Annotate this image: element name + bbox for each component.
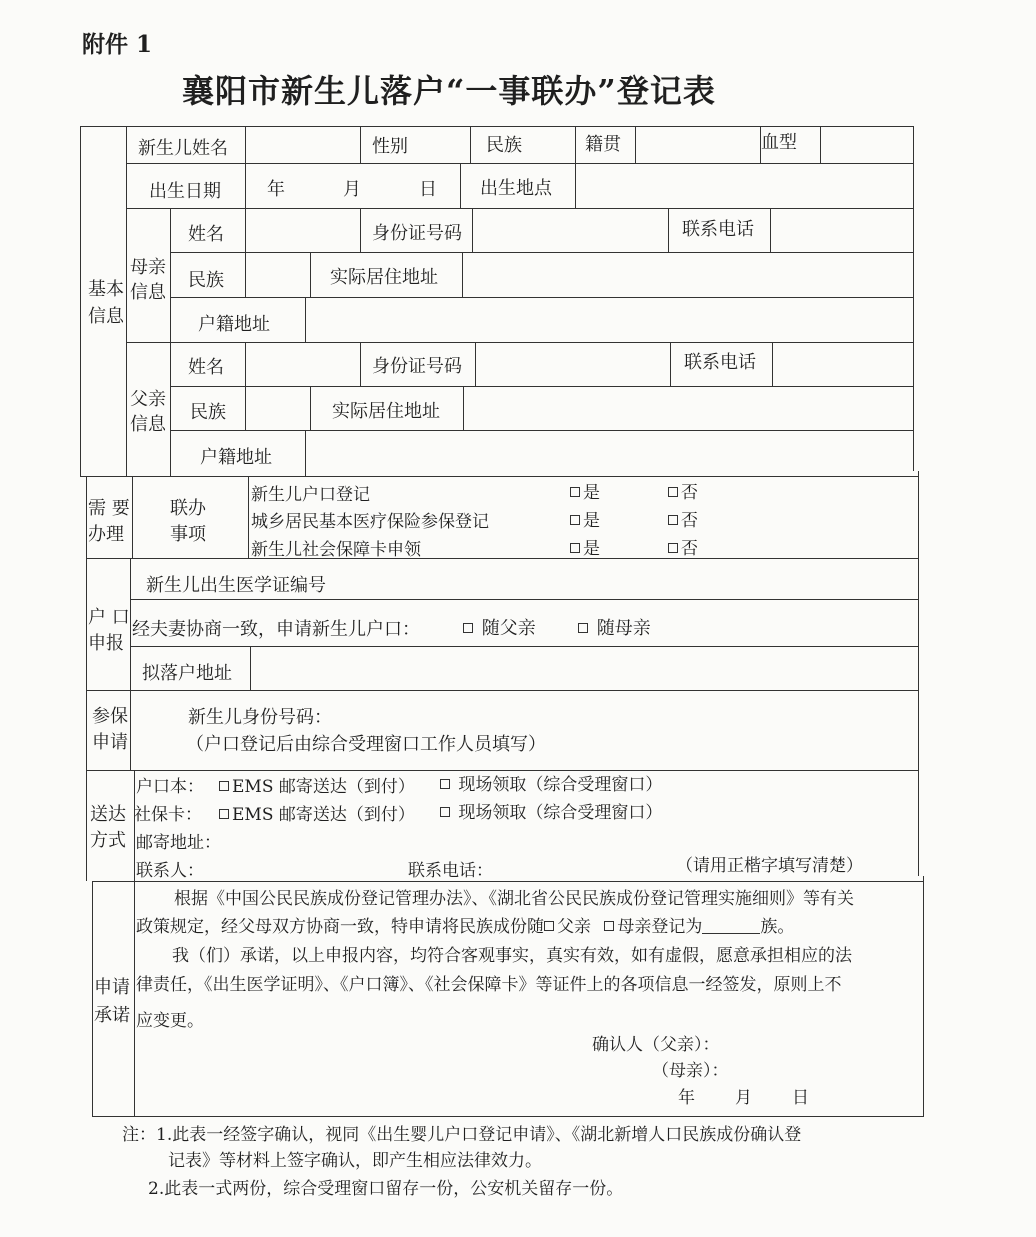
newborn-name-field[interactable] [247,128,358,162]
social-card-ems-checkbox[interactable]: EMS 邮寄送达（到付） [219,800,415,825]
father-id-field[interactable] [477,344,668,385]
mother-ethnicity-label: 民族 [188,270,224,291]
father-residence-field[interactable] [465,388,911,429]
mother-phone-label: 联系电话 [682,219,754,240]
father-id-label: 身份证号码 [372,356,462,377]
page-title: 襄阳市新生儿落户“一事联办”登记表 [182,72,716,110]
follow-father-checkbox[interactable]: 随父亲 [463,614,536,640]
insurance-section-label: 参保 申请 [92,706,128,753]
ethnicity-field[interactable] [537,128,573,162]
father-ethnicity-label: 民族 [190,402,226,423]
hukou-report-label: 户 口 申报 [88,607,130,654]
joint-items-label: 联办 事项 [170,498,206,545]
pledge-text-1: 根据《中国公民民族成份登记管理办法》、《湖北省公民民族成份登记管理实施细则》等有关 [174,889,854,909]
father-name-field[interactable] [247,344,358,385]
note-1-line-2: 记表》等材料上签字确认，即产生相应法律效力。 [168,1151,542,1171]
birth-day-unit: 日 [419,179,437,200]
hukou-book-ems-checkbox[interactable]: EMS 邮寄送达（到付） [219,772,415,797]
mother-hukou-label: 户籍地址 [198,314,270,335]
joint-item-1-no-checkbox[interactable]: 否 [668,478,698,503]
father-name-label: 姓名 [188,357,224,378]
mother-id-field[interactable] [474,210,666,251]
pledge-text-2: 政策规定，经父母双方协商一致，特申请将民族成份随 父亲 母亲登记为 族。 [136,917,795,937]
birth-cert-number-label: 新生儿出生医学证编号 [146,575,326,596]
joint-item-1-yes-checkbox[interactable]: 是 [570,478,600,503]
father-residence-label: 实际居住地址 [332,401,440,422]
birth-place-label: 出生地点 [480,178,552,199]
native-place-label: 籍贯 [585,134,621,155]
newborn-id-label: 新生儿身份号码： [188,707,332,728]
joint-item-2-no-checkbox[interactable]: 否 [668,506,698,531]
hukou-book-pickup-checkbox[interactable]: 现场领取（综合受理窗口） [440,770,662,795]
pledge-text-3: 我（们）承诺，以上申报内容，均符合客观事实，真实有效，如有虚假，愿意承担相应的法 [172,946,852,966]
attachment-label: 附件 1 [82,31,153,58]
blood-type-label: 血型 [761,132,797,153]
contact-person-label: 联系人： [136,861,204,881]
confirm-date: 年 月 日 [678,1088,809,1108]
pledge-section-label: 申请 承诺 [94,977,130,1026]
contact-phone-label: 联系电话： [408,861,493,881]
joint-item-2: 城乡居民基本医疗保险参保登记 [251,512,489,532]
mother-id-label: 身份证号码 [372,223,462,244]
confirm-mother-label: （母亲）： [652,1061,729,1081]
proposed-address-label: 拟落户地址 [142,663,232,684]
father-ethnicity-field[interactable] [247,388,308,429]
follow-mother-checkbox[interactable]: 随母亲 [578,614,651,640]
ethnicity-label: 民族 [486,135,522,156]
joint-item-3-no-checkbox[interactable]: 否 [668,534,698,559]
gender-label: 性别 [372,136,408,157]
birth-place-field[interactable] [577,165,911,207]
hukou-book-label: 户口本： [136,777,204,797]
joint-item-2-yes-checkbox[interactable]: 是 [570,506,600,531]
birth-cert-number-field[interactable] [350,562,916,597]
father-hukou-label: 户籍地址 [200,447,272,468]
birth-year-unit: 年 [267,179,285,200]
joint-section-label: 需 要 办理 [88,498,130,545]
note-1-line-1: 注：1.此表一经签字确认，视同《出生婴儿户口登记申请》、《湖北新增人口民族成份确认登 [122,1125,802,1145]
birth-date-field[interactable] [247,165,458,207]
social-card-label: 社保卡： [134,805,202,825]
delivery-section-label: 送达 方式 [90,804,126,851]
pledge-text-5: 应变更。 [136,1011,204,1031]
mother-hukou-field[interactable] [307,299,911,341]
mother-name-label: 姓名 [188,224,224,245]
father-info-label: 父亲 信息 [130,389,166,435]
mail-address-label: 邮寄地址： [136,833,221,853]
father-hukou-field[interactable] [307,432,911,474]
social-card-pickup-checkbox[interactable]: 现场领取（综合受理窗口） [440,798,662,823]
mother-residence-field[interactable] [464,254,911,296]
newborn-id-note: （户口登记后由综合受理窗口工作人员填写） [186,734,546,755]
proposed-address-field[interactable] [252,648,916,688]
mother-phone-field[interactable] [772,210,911,251]
newborn-name-label: 新生儿姓名 [138,138,228,159]
mother-info-label: 母亲 信息 [130,257,166,303]
father-phone-label: 联系电话 [684,352,756,373]
joint-item-3: 新生儿社会保障卡申领 [251,540,421,560]
joint-item-3-yes-checkbox[interactable]: 是 [570,534,600,559]
confirm-father-label: 确认人（父亲）： [592,1035,720,1055]
father-phone-field[interactable] [774,344,911,385]
mother-name-field[interactable] [247,210,358,251]
ethnicity-blank-field[interactable] [702,919,760,934]
mother-ethnicity-field[interactable] [247,254,308,296]
write-clearly-note: （请用正楷字填写清楚） [676,856,863,876]
mother-residence-label: 实际居住地址 [330,267,438,288]
birth-month-unit: 月 [343,179,361,200]
basic-info-label: 基本 信息 [88,279,124,327]
birth-date-label: 出生日期 [149,181,221,202]
native-place-field[interactable] [637,128,758,162]
blood-type-field[interactable] [822,128,911,162]
note-2: 2.此表一式两份，综合受理窗口留存一份，公安机关留存一份。 [148,1179,624,1199]
hukou-agreement-text: 经夫妻协商一致，申请新生儿户口： [132,619,420,640]
ethnicity-follow-mother-checkbox[interactable] [604,921,614,931]
pledge-text-4: 律责任，《出生医学证明》、《户口簿》、《社会保障卡》等证件上的各项信息一经签发，原则上不 [136,975,842,995]
ethnicity-follow-father-checkbox[interactable] [544,921,554,931]
joint-item-1: 新生儿户口登记 [251,485,370,505]
gender-field[interactable] [424,128,468,162]
